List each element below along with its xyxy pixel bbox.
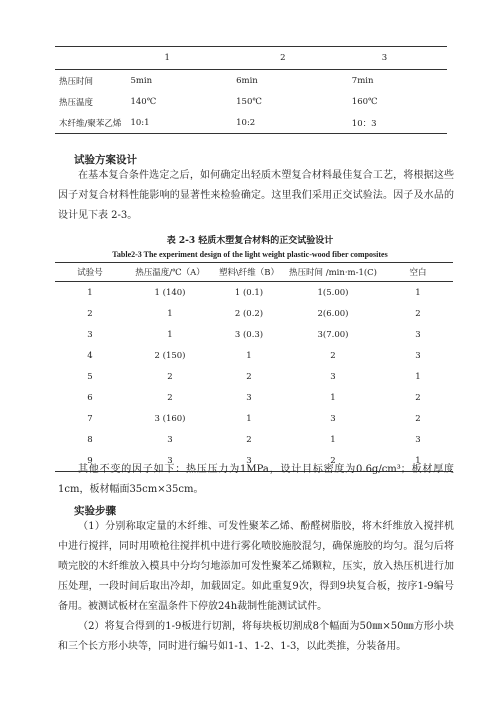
table-cell: 3 <box>215 450 283 472</box>
table-cell: 140℃ <box>130 96 157 107</box>
table-cell: 1 (140) <box>154 287 186 298</box>
table-cell: 7min <box>351 75 374 86</box>
table-cell: 2 <box>415 308 421 319</box>
table-cell: 2 (0.2) <box>234 308 264 319</box>
column-header: 塑料\纤维（B） <box>215 263 283 282</box>
table-cell: 4 <box>87 350 93 361</box>
column-header: 热压温度/℃（A） <box>125 263 215 282</box>
column-header: 空白 <box>383 263 453 282</box>
table-cell: 6min <box>236 75 258 86</box>
table-row <box>55 345 453 366</box>
levels-header-cell: 3 <box>348 47 447 70</box>
table-cell: 150℃ <box>236 96 262 107</box>
table-cell: 热压温度 <box>59 97 94 108</box>
table-row <box>55 112 447 134</box>
table-cell: 2 <box>330 350 336 361</box>
table-cell: 3 <box>330 371 336 382</box>
levels-header-cell: 2 <box>232 47 348 70</box>
table-cell: 3 <box>167 434 173 445</box>
table-row <box>55 387 453 408</box>
table-cell: 5min <box>130 75 153 86</box>
table-header-row <box>55 263 453 282</box>
table-cell: 3 <box>415 329 421 340</box>
table-cell: 2 <box>246 434 252 445</box>
table-cell: 1 <box>246 350 252 361</box>
fixed-factors-paragraph: 其他不变的因子如下：热压压力为1MPa，设计目标密度为0.6g/cm³；板材厚度1cm，板材幅面35cm×35cm。 <box>58 464 454 495</box>
table-cell: 1(5.00) <box>317 287 349 298</box>
table-cell: 3 <box>415 434 421 445</box>
table-cell: 5 <box>87 371 93 382</box>
table-cell: 10:1 <box>126 112 232 134</box>
table-cell: 1 <box>167 329 173 340</box>
table-cell: 3 (160) <box>154 413 186 424</box>
column-header: 试验号 <box>55 263 125 282</box>
table-cell: 160℃ <box>351 96 378 107</box>
table-cell: 3 (0.3) <box>234 329 264 340</box>
steps-paragraph-1: （1）分别称取定量的木纤维、可发性聚苯乙烯、酚醛树脂胶，将木纤维放入搅拌机中进行搅拌，同时用喷枪往搅拌机中进行雾化喷胶施胶混匀，确保施胶的均匀。混匀后将喷完胶的木纤维放入模具中分均匀地添加可发性聚苯乙烯颗粒，压实，放入热压机进行加压处理，一段时间后取出冷却，加载固定。如此重复9次，得到9块复合板，按序1-9编号备用。被测试板材在室温条件下停放24h裁制性能测试试件。 <box>58 521 454 612</box>
orthogonal-design-table <box>55 262 453 472</box>
orthogonal-table-body <box>55 282 453 472</box>
design-paragraph: 在基本复合条件选定之后，如何确定出轻质木塑复合材料最佳复合工艺，将根据这些因子对复合材料性能影响的显著性来检验确定。这里我们采用正交试验法。因子及水品的设计见下表 2-3。 <box>58 170 454 221</box>
levels-header-cell <box>55 47 126 70</box>
steps-paragraph-2: （2）将复合得到的1-9板进行切割，将每块板切割成8个幅面为50㎜×50㎜方形小块和三个长方形小块等，同时进行编号如1-1、1-2、1-3，以此类推，分装备用。 <box>58 621 454 652</box>
table-cell: 6 <box>87 392 93 403</box>
table-caption-en: Table2-3 The experiment design of the light weight plastic-wood fiber composites <box>112 250 388 259</box>
table-cell: 2 <box>87 308 93 319</box>
column-header: 热压时间 /min·m-1(C) <box>283 263 383 282</box>
table-cell: 1 <box>415 371 421 382</box>
table-cell: 2 <box>246 371 252 382</box>
table-caption-cn: 表 2-3 轻质木塑复合材料的正交试验设计 <box>166 236 334 246</box>
table-cell: 2 <box>415 392 421 403</box>
table-cell: 7 <box>87 413 93 424</box>
table-cell: 3 <box>125 450 215 472</box>
table-cell: 1 <box>87 287 93 298</box>
table-cell: 3(7.00) <box>317 329 349 340</box>
table-cell: 热压时间 <box>59 76 94 87</box>
table-cell: 10：3 <box>348 112 447 134</box>
table-cell: 1 <box>330 434 336 445</box>
table-cell: 2 <box>283 450 383 472</box>
table-row <box>55 324 453 345</box>
table-cell: 1 (0.1) <box>234 287 264 298</box>
table-cell: 2 <box>415 413 421 424</box>
levels-table-header <box>55 47 447 70</box>
table-cell: 1 <box>167 308 173 319</box>
table-cell: 1 <box>246 413 252 424</box>
levels-header-cell: 1 <box>126 47 232 70</box>
table-row <box>55 366 453 387</box>
table-cell: 3 <box>330 413 336 424</box>
table-cell: 木纤维/聚苯乙烯 <box>55 112 126 134</box>
table-cell: 3 <box>87 329 93 340</box>
table-cell: 1 <box>330 392 336 403</box>
table-row <box>55 408 453 429</box>
table-cell: 9 <box>55 450 125 472</box>
table-cell: 2 <box>167 392 173 403</box>
table-cell: 8 <box>87 434 93 445</box>
factor-levels-table <box>55 46 447 134</box>
table-row <box>55 70 447 92</box>
table-cell: 3 <box>415 350 421 361</box>
table-cell: 2 <box>167 371 173 382</box>
table-cell: 1 <box>415 287 421 298</box>
table-row <box>55 429 453 450</box>
section-heading-design: 试验方案设计 <box>74 154 137 166</box>
table-row <box>55 91 447 112</box>
table-row <box>55 303 453 324</box>
table-cell: 1 <box>383 450 453 472</box>
table-row <box>55 282 453 304</box>
table-cell: 2 (150) <box>154 350 186 361</box>
table-cell: 3 <box>246 392 252 403</box>
table-cell: 2(6.00) <box>317 308 349 319</box>
table-cell: 10:2 <box>232 112 348 134</box>
section-heading-steps: 实验步骤 <box>74 505 116 517</box>
